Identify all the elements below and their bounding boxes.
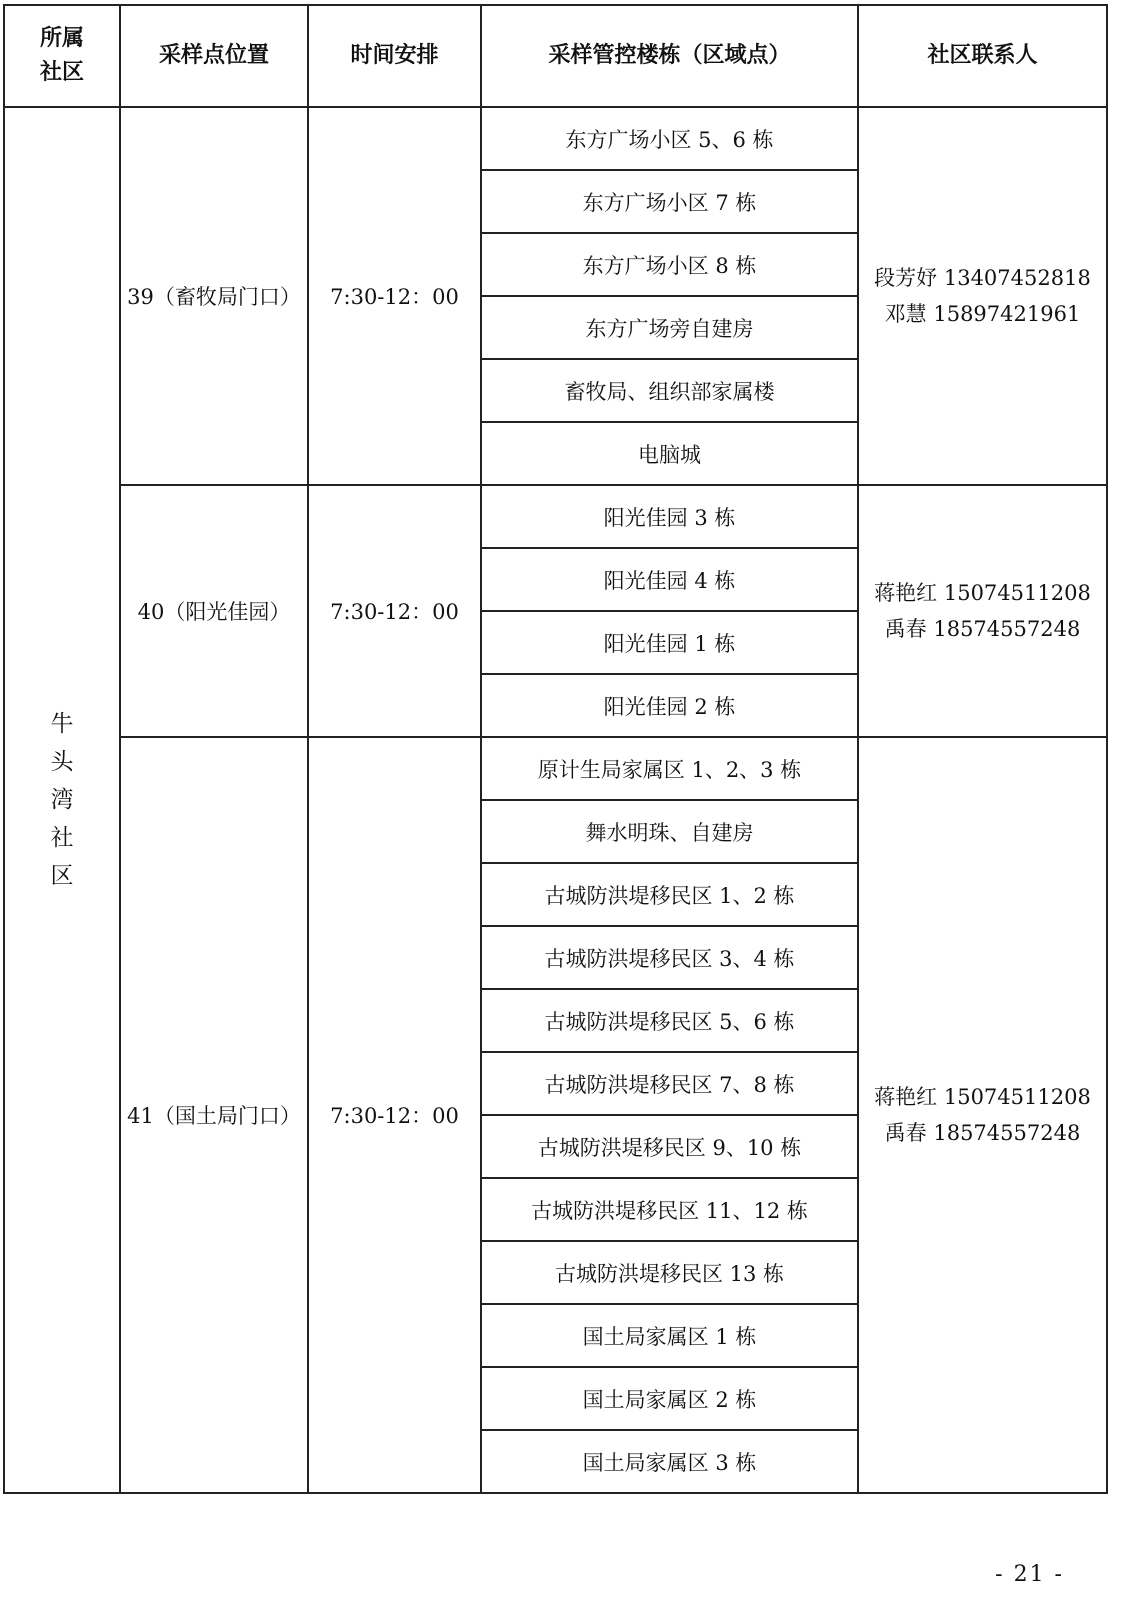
building-cell: 畜牧局、组织部家属楼 (481, 359, 858, 422)
sampling-schedule-table (3, 4, 1108, 1494)
building-cell: 阳光佳园 2 栋 (481, 674, 858, 737)
building-cell: 国土局家属区 2 栋 (481, 1367, 858, 1430)
header-row (4, 5, 1107, 107)
building-cell: 东方广场小区 7 栋 (481, 170, 858, 233)
building-cell: 古城防洪堤移民区 9、10 栋 (481, 1115, 858, 1178)
header-contact: 社区联系人 (858, 5, 1107, 107)
sampling-location: 41（国土局门口） (120, 737, 308, 1493)
building-cell: 阳光佳园 1 栋 (481, 611, 858, 674)
table-row (4, 107, 1107, 170)
building-cell: 古城防洪堤移民区 11、12 栋 (481, 1178, 858, 1241)
building-cell: 国土局家属区 1 栋 (481, 1304, 858, 1367)
community-contacts: 蒋艳红 15074511208 禹春 18574557248 (858, 485, 1107, 737)
table-body (4, 107, 1107, 1493)
building-cell: 电脑城 (481, 422, 858, 485)
header-time: 时间安排 (308, 5, 481, 107)
time-schedule: 7:30-12：00 (308, 107, 481, 485)
building-cell: 国土局家属区 3 栋 (481, 1430, 858, 1493)
building-cell: 古城防洪堤移民区 5、6 栋 (481, 989, 858, 1052)
building-cell: 古城防洪堤移民区 7、8 栋 (481, 1052, 858, 1115)
sampling-location: 39（畜牧局门口） (120, 107, 308, 485)
building-cell: 阳光佳园 3 栋 (481, 485, 858, 548)
building-cell: 阳光佳园 4 栋 (481, 548, 858, 611)
header-location: 采样点位置 (120, 5, 308, 107)
building-cell: 古城防洪堤移民区 13 栋 (481, 1241, 858, 1304)
community-contacts: 段芳妤 13407452818 邓慧 15897421961 (858, 107, 1107, 485)
building-cell: 舞水明珠、自建房 (481, 800, 858, 863)
header-community: 所属 社区 (4, 5, 120, 107)
sampling-location: 40（阳光佳园） (120, 485, 308, 737)
building-cell: 东方广场旁自建房 (481, 296, 858, 359)
community-contacts: 蒋艳红 15074511208 禹春 18574557248 (858, 737, 1107, 1493)
building-cell: 东方广场小区 5、6 栋 (481, 107, 858, 170)
time-schedule: 7:30-12：00 (308, 737, 481, 1493)
header-buildings: 采样管控楼栋（区域点） (481, 5, 858, 107)
building-cell: 原计生局家属区 1、2、3 栋 (481, 737, 858, 800)
building-cell: 古城防洪堤移民区 1、2 栋 (481, 863, 858, 926)
building-cell: 古城防洪堤移民区 3、4 栋 (481, 926, 858, 989)
table-row (4, 737, 1107, 800)
time-schedule: 7:30-12：00 (308, 485, 481, 737)
building-cell: 东方广场小区 8 栋 (481, 233, 858, 296)
community-name: 牛 头 湾 社 区 (4, 107, 120, 1493)
table-row (4, 485, 1107, 548)
page-number: - 21 - (995, 1562, 1064, 1587)
